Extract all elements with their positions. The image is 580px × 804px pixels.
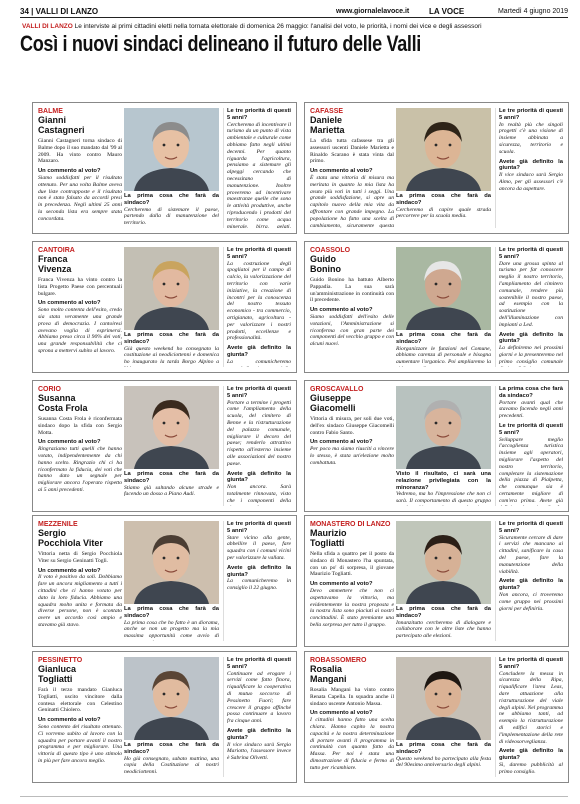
answer-1: È stata una vittoria di misura ma meritata in quanto la mia lista ha avuto più voti in tutti i seggi. Una grande soddisfazione, si apre un capitolo nuovo della mia vita da affrontare con grande impegno. La popolazione ha fatto una scelta di cambiamento, sicuramente questa (310, 174, 394, 228)
middle-column (124, 606, 219, 641)
question-3: La prima cosa che farà da sindaco? (499, 386, 563, 399)
portrait-illustration (396, 108, 491, 191)
portrait-man-grey-hair (124, 108, 219, 191)
answer-3: La costruzione degli spogliatoi per il campo di calcio, la valorizzazione del territorio con varie iniziative, la creazione di incontri per la conoscenza del nostro tessuto economico - tra commercio, artigianato, agricoltura - per valorizzare i nostri prodotti, eccellenze e professionalità. (227, 260, 291, 342)
mayor-first-name: Rosalia (310, 664, 343, 674)
mayor-first-name: Maurizio (310, 528, 347, 538)
question-3: Le tre priorità di questi 5 anni? (227, 657, 291, 670)
portrait-illustration (396, 247, 491, 330)
answer-3: Portare a termine i progetti come l'ampliamento della scuola, del cimitero di Benne e la ristrutturazione del palazzo comunale, migliorare il decoro del paese; renderlo attrattivo rispetto all'esterno insieme alle associazioni del nostro paese. (227, 399, 291, 467)
answer-3: Cercheremo di incentivare il turismo da un punto di vista ambientale e culturale come abbiamo fatto negli ultimi decenni. Per quanto riguarda l'agricoltura, pensiamo a sistemare gli alpeggi cercando che necessitano di manutenzione. Inoltre proveremo ad incentivare maestranze quelle che sono le attività produttive, anche riproducendo i prodotti del territorio come acqua minerale, birra, gelati, (227, 121, 291, 228)
middle-column (124, 193, 219, 228)
portrait-woman-dark-hair (124, 386, 219, 469)
interview-panel-monastero-di-lanzo (304, 515, 569, 647)
question-1: Un commento al voto? (310, 439, 373, 446)
municipality-name: CANTOIRA (38, 247, 75, 254)
portrait-illustration (124, 521, 219, 604)
question-1: Un commento al voto? (38, 300, 101, 307)
portrait-man-beard (124, 657, 219, 740)
intro-text: Guido Bonino ha battuto Alberto Pappadia. La sua sarà un'amministrazione in continuità con il precedente. (310, 277, 394, 304)
question-4: Le tre priorità di questi 5 anni? (499, 422, 563, 436)
middle-column (124, 332, 219, 367)
answer-1: I cittadini hanno fatto una scelta chiara. Hanno capito la nostra capacità e la nostra determinazione di portare avanti il programma in continuità con quanto fatto da Massa. Per noi è stata una dimostrazione di fiducia e fermo di tutto per ricambiare. (310, 717, 394, 771)
portrait-man-dark-hair (396, 108, 491, 191)
interview-panel-cafasse (304, 102, 569, 234)
middle-column (396, 742, 491, 777)
intro-column (310, 687, 394, 777)
middle-column (124, 742, 219, 777)
right-column (223, 386, 291, 506)
question-4: Avete già definito la giunta? (499, 748, 563, 762)
mayor-first-name: Gianluca (38, 664, 77, 674)
interview-panel-mezzenile (32, 515, 297, 647)
answer-1: Il voto è positivo da soli. Dobbiamo fare un ancora migliamento a tutti i cittadini che ci hanno votato per dato la loro fiducia. Abbiamo una squadra molto unita e formata da diverse persone, non è scontato avere un accordo così ampio e stavamo già stavo. (38, 574, 122, 628)
answer-2: La prima cosa che ho fatto è un diorama, anche se non un progetto ma la mia massima opportunità come avvio di (124, 619, 219, 640)
question-4: Avete già definito la giunta? (227, 345, 291, 358)
answer-3: Continuare ad erogare i servizi come fatto finora, riqualificare la cooperativa di mutuo soccorso di Pessinetto Fuori; fare crescere il gruppo affinché possa continuare a lavoro fra cinque anni. (227, 670, 291, 725)
question-1: Un commento al voto? (38, 717, 101, 724)
question-1: Un commento al voto? (38, 168, 101, 175)
question-2: La prima cosa che farà da sindaco? (124, 332, 219, 345)
intro-column (38, 138, 122, 228)
answer-2: Riorganizzare le funzioni nel Comune, abbiamo carenza di personale e bisogna aumentare l'organico. Poi ampliaremo la (396, 345, 491, 366)
middle-column (396, 193, 491, 228)
question-2: La prima cosa che farà da sindaco? (124, 606, 219, 619)
intro-text: Susanna Costa Frola è riconfermata sindaco dopo la sfida con Sergio Motta. (38, 416, 122, 436)
portrait-man-glasses (124, 521, 219, 604)
question-2: La prima cosa che farà da sindaco? (124, 471, 219, 484)
portrait-illustration (124, 108, 219, 191)
right-column (223, 108, 291, 228)
municipality-name: BALME (38, 108, 63, 115)
question-4: Avete già definito la giunta? (499, 331, 563, 345)
municipality-name: PESSINETTO (38, 657, 83, 664)
mayor-last-name: Marietta (310, 124, 345, 135)
answer-2: Già questo weekend ho consegnato la costituzione ai neodiciottenni e domenica ho inaugurato la tarda Borgo Alpino a (124, 345, 219, 366)
question-1: Un commento al voto? (310, 581, 373, 588)
mayor-last-name: Giacomelli (310, 402, 356, 413)
municipality-name: ROBASSOMERO (310, 657, 367, 664)
answer-3: Stare vicino alla gente, abbellire il paese, fare squadra con i comuni vicini per valorizzare la vallata. (227, 534, 291, 561)
right-column (495, 386, 563, 506)
mayor-last-name: Pocchiola Viter (38, 537, 103, 548)
answer-1: Ringraziamo tutti quelli che hanno votato, indipendentemente da chi hanno scelto. Ringrazio chi ci ha riconfermato la fiducia, dei voti che hanno dato un segnale per migliorare ancora l'operato rispetto ai 5 anni precedenti. (38, 446, 122, 493)
intro-text: Farà il terzo mandato Gianluca Togliatti, uscito vincitore dalla contesa elettorale con Celestino Geninatti Chiolero. (38, 687, 122, 714)
middle-column (396, 332, 491, 367)
intro-column (38, 551, 122, 641)
page-headline: Così i nuovi sindaci delineano il futuro delle Valli (20, 31, 421, 56)
intro-text: Vittoria di misura, per soli due voti, dell'ex sindaco Giuseppe Giacomelli contro Fabio Santo. (310, 416, 394, 436)
right-column (223, 521, 291, 641)
newspaper-logo: LA VOCE (429, 7, 465, 16)
answer-2: Vedremo, ma ho l'impressione che non ci sarà. Il comportamento di questo gruppo (396, 491, 491, 505)
right-column (223, 247, 291, 367)
interview-panel-corio (32, 380, 297, 512)
municipality-name: MONASTERO DI LANZO (310, 521, 391, 528)
answer-3: Sicuramente cercare di dare i servizi che mancano ai cittadini, sanificare la casa del paese, fare la manutenzione della viabilità. (499, 534, 563, 575)
portrait-man-balding (396, 386, 491, 469)
middle-column (124, 471, 219, 506)
question-1: Un commento al voto? (310, 710, 373, 717)
answer-4: Non ancora. Sarà totalmente rinnovata, visto che i componenti della (227, 484, 291, 504)
answer-1: Devo ammettere che non ci aspettavamo la vittoria, ma evidentemente la nostra proposta e la nostra lista sono piaciuti ai nostri concittadini. È stato premiante una bella sorpresa per tutto il gruppo. (310, 587, 394, 628)
question-1: Un commento al voto? (310, 307, 373, 314)
answer-4: Sviluppare meglio l'accoglienza turistica insieme agli operatori, migliorare l'aspetto del nostro territorio, completare la sistemazione della piazza di Pialpetta, che comunque sia è certamente migliore di com'era prima. Avete già (499, 436, 563, 504)
question-4: Avete già definito la giunta? (227, 727, 291, 741)
mayor-first-name: Giuseppe (310, 393, 352, 403)
right-column (495, 657, 563, 777)
mayor-last-name: Mangani (310, 673, 347, 684)
kicker-text: Le interviste ai primi cittadini eletti nella tornata elettorale di domenica 26 maggio: l'analisi del voto, le priorità, i nomi dei vice e degli assessori (74, 23, 482, 30)
mayor-first-name: Susanna (38, 393, 76, 403)
portrait-illustration (124, 386, 219, 469)
portrait-young-man (396, 521, 491, 604)
intro-text: Gianni Castagneri torna sindaco di Balme dopo il suo mandato dal '99 al 2009. Ha vinto contro Mauro Manzaro. (38, 138, 122, 165)
site-url[interactable]: www.giornalelavoce.it (336, 8, 410, 15)
kicker-section: VALLI DI LANZO (22, 23, 73, 30)
intro-column (38, 277, 122, 367)
answer-2: Ho già consegnato, sabato mattina, una copia della Costituzione ai nostri neodiciottenni. (124, 755, 219, 776)
answer-4: Non ancora, ci troveremo come gruppo nei prossimi giorni per definirla. (499, 591, 563, 612)
answer-3: Concludere la messa in sicurezza della Ripa, riqualificare l'area Leas, dare attuazione alla ristrutturazione del viale degli alpini. Nel programma ne abbiamo tanti, ad esempio la ristrutturazione di edifici storici e l'implementazione della rete di videosorveglianza. (499, 670, 563, 745)
intro-column (310, 138, 394, 228)
portrait-illustration (396, 521, 491, 604)
portrait-illustration (396, 386, 491, 469)
right-column (495, 521, 563, 641)
mayor-last-name: Togliatti (38, 673, 73, 684)
intro-column (38, 687, 122, 777)
answer-2: Cercheremo di capire quale strada percorrere per la scuola media. (396, 206, 491, 220)
portrait-illustration (124, 657, 219, 740)
answer-1: Per poco ma siamo riusciti a vincere lo stesso, è stata un'elezione molto combattuta. (310, 446, 394, 466)
question-4: Avete già definito la giunta? (227, 564, 291, 578)
answer-2: Stiamo già saltando alcune strade e facendo un dosso a Piano Audi. (124, 484, 219, 498)
municipality-name: GROSCAVALLO (310, 386, 364, 393)
middle-column (396, 471, 491, 506)
page-header (20, 6, 568, 18)
question-2: La prima cosa che farà da sindaco? (396, 742, 491, 755)
question-3: Le tre priorità di questi 5 anni? (499, 657, 563, 670)
municipality-name: CORIO (38, 386, 61, 393)
question-3: Le tre priorità di questi 5 anni? (499, 521, 563, 534)
intro-column (310, 277, 394, 367)
municipality-name: COASSOLO (310, 247, 351, 254)
intro-text: Vittoria netta di Sergio Pocchiola Viter su Sergio Geninatti Togli. (38, 551, 122, 564)
answer-3: Dare una grossa spinta al turismo per far conoscere meglio il nostro territorio, l'ampliamento del cimitero comunale, rendere più sostenibile il nostro paese, ad esempio con la sostituzione dell'illuminazione con impianti a Led. (499, 260, 563, 328)
question-2: La prima cosa che farà da sindaco? (396, 606, 491, 619)
interview-panel-robassomero (304, 651, 569, 783)
answer-4: Sì, daremo pubblicità al primo consiglio. (499, 761, 563, 775)
mayor-last-name: Castagneri (38, 124, 85, 135)
question-3: Le tre priorità di questi 5 anni? (227, 247, 291, 260)
right-column (495, 247, 563, 367)
right-column (495, 108, 563, 228)
question-2: La prima cosa che farà da sindaco? (124, 742, 219, 755)
intro-column (310, 551, 394, 641)
mayor-first-name: Franca (38, 254, 68, 264)
interview-panel-groscavallo (304, 380, 569, 512)
middle-column (396, 606, 491, 641)
question-2: La prima cosa che farà da sindaco? (396, 332, 491, 345)
mayor-first-name: Gianni (38, 115, 67, 125)
interview-panel-balme (32, 102, 297, 234)
question-2: Visto il risultato, ci sarà una relazione privilegiata con la minoranza? (396, 471, 491, 491)
answer-1: Sono molto contenta dell'esito, credo sia stata veramente una grande prova di democrazia. I cantoiresi avevano voglia di esprimersi. Abbiamo preso circa il 90% dei voti, una grande responsabilità che ci sprona a mettervi subito al lavoro. (38, 307, 122, 354)
page-footer-rule (20, 796, 568, 797)
mayor-first-name: Guido (310, 254, 336, 264)
municipality-name: MEZZENILE (38, 521, 78, 528)
portrait-woman-blonde (124, 247, 219, 330)
answer-4: La comunicheremo in consiglio il 22 giugno. (227, 578, 291, 592)
intro-text: Franca Vivenza ha vinto contro la lista Progetto Paese con percentuali bulgare. (38, 277, 122, 297)
question-4: Avete già definito la giunta? (227, 470, 291, 484)
question-1: Un commento al voto? (310, 168, 373, 175)
mayor-last-name: Vivenza (38, 263, 72, 274)
portrait-man-white-hair (396, 247, 491, 330)
question-3: Le tre priorità di questi 5 anni? (499, 108, 563, 121)
answer-4: La comunicheremo (227, 358, 291, 365)
question-3: Le tre priorità di questi 5 anni? (227, 386, 291, 399)
question-1: Un commento al voto? (38, 439, 101, 446)
question-3: Le tre priorità di questi 5 anni? (227, 108, 291, 121)
interview-panel-pessinetto (32, 651, 297, 783)
intro-text: Rosalia Mangani ha vinto contro Renata Capella. In squadra anche il sindaco uscente Antonio Massa. (310, 687, 394, 707)
municipality-name: CAFASSE (310, 108, 344, 115)
answer-3: In realtà più che singoli progetti c'è una visione di insieme abbinata a sicurezza, territorio e scuola. (499, 121, 563, 155)
question-1: Un commento al voto? (38, 567, 101, 574)
answer-1: Siamo soddisfatti per il risultato ottenuto. Per una volta Balme aveva due liste contrapposte e il risultato non è stato falsato da accordi presi in precedenza. Negli ultimi 25 anni la seconda lista era sempre stata concordata. (38, 174, 122, 222)
answer-4: La definiremo nei prossimi giorni e la presenteremo nel primo consiglio comunale (499, 345, 563, 365)
answer-4: Il vice sindaco sarà Sergio Mariotto, l'assessore invece è Sabrina Olivetti. (227, 741, 291, 762)
answer-1: Siamo soddisfatti dell'esito delle votazioni, l'Amministrazione si riconferma con gran parte dei componenti del vecchio gruppo e con alcuni nuovi. (310, 313, 394, 348)
question-2: La prima cosa che farà da sindaco? (124, 193, 219, 206)
page-number-section: 34 | VALLI DI LANZO (20, 7, 99, 16)
interview-panel-coassolo (304, 241, 569, 373)
answer-1: Sono contento del risultato ottenuto. Ci vorremo subito al lavoro con la squadra per portare avanti il nostro programma e per migliorare. Una vittoria di questo tipo è uno stimolo in più per fare ancora meglio. (38, 723, 122, 764)
question-4: Avete già definito la giunta? (499, 578, 563, 592)
question-2: La prima cosa che farà da sindaco? (396, 193, 491, 206)
issue-date: Martedì 4 giugno 2019 (497, 8, 568, 15)
portrait-illustration (124, 247, 219, 330)
mayor-last-name: Costa Frola (38, 402, 88, 413)
question-3: Le tre priorità di questi 5 anni? (227, 521, 291, 534)
mayor-first-name: Sergio (38, 528, 67, 538)
question-3: Le tre priorità di questi 5 anni? (499, 247, 563, 260)
question-4: Avete già definito la giunta? (499, 158, 563, 172)
portrait-illustration (396, 657, 491, 740)
answer-4: Il vice sindaco sarà Sergio Aimo, per gli assessori c'è ancora da aspettare. (499, 172, 563, 192)
mayor-first-name: Daniele (310, 115, 343, 125)
intro-column (38, 416, 122, 506)
intro-column (310, 416, 394, 506)
mayor-last-name: Togliatti (310, 537, 345, 548)
answer-2: Questo weekend ho partecipato alla festa del 90esimo anniversario degli alpini. (396, 755, 491, 769)
right-column (223, 657, 291, 777)
answer-2: Innanzitutto cercheremo di dialogare e collaborare con le altre liste che hanno partecipato alle elezioni. (396, 619, 491, 640)
mayor-last-name: Bonino (310, 263, 341, 274)
answer-3: Portare avanti qual che stavamo facendo negli anni precedenti. (499, 399, 563, 420)
intro-text: La sfida tutta cafassese tra gli assessori uscenti Daniele Marietta e Rinaldo Scarano è stata vinta dal primo. (310, 138, 394, 165)
answer-2: Cercheremo di sistemare il paese, partendo dalla di manutenzione del territorio. (124, 206, 219, 227)
intro-text: Nella sfida a quattro per il posto da sindaco di Monastero l'ha spuntata, con un po' di sorpresa, il giovane Maurizio Togliatti. (310, 551, 394, 578)
article-kicker (22, 23, 570, 31)
portrait-woman-glasses (396, 657, 491, 740)
interview-panel-cantoira (32, 241, 297, 373)
